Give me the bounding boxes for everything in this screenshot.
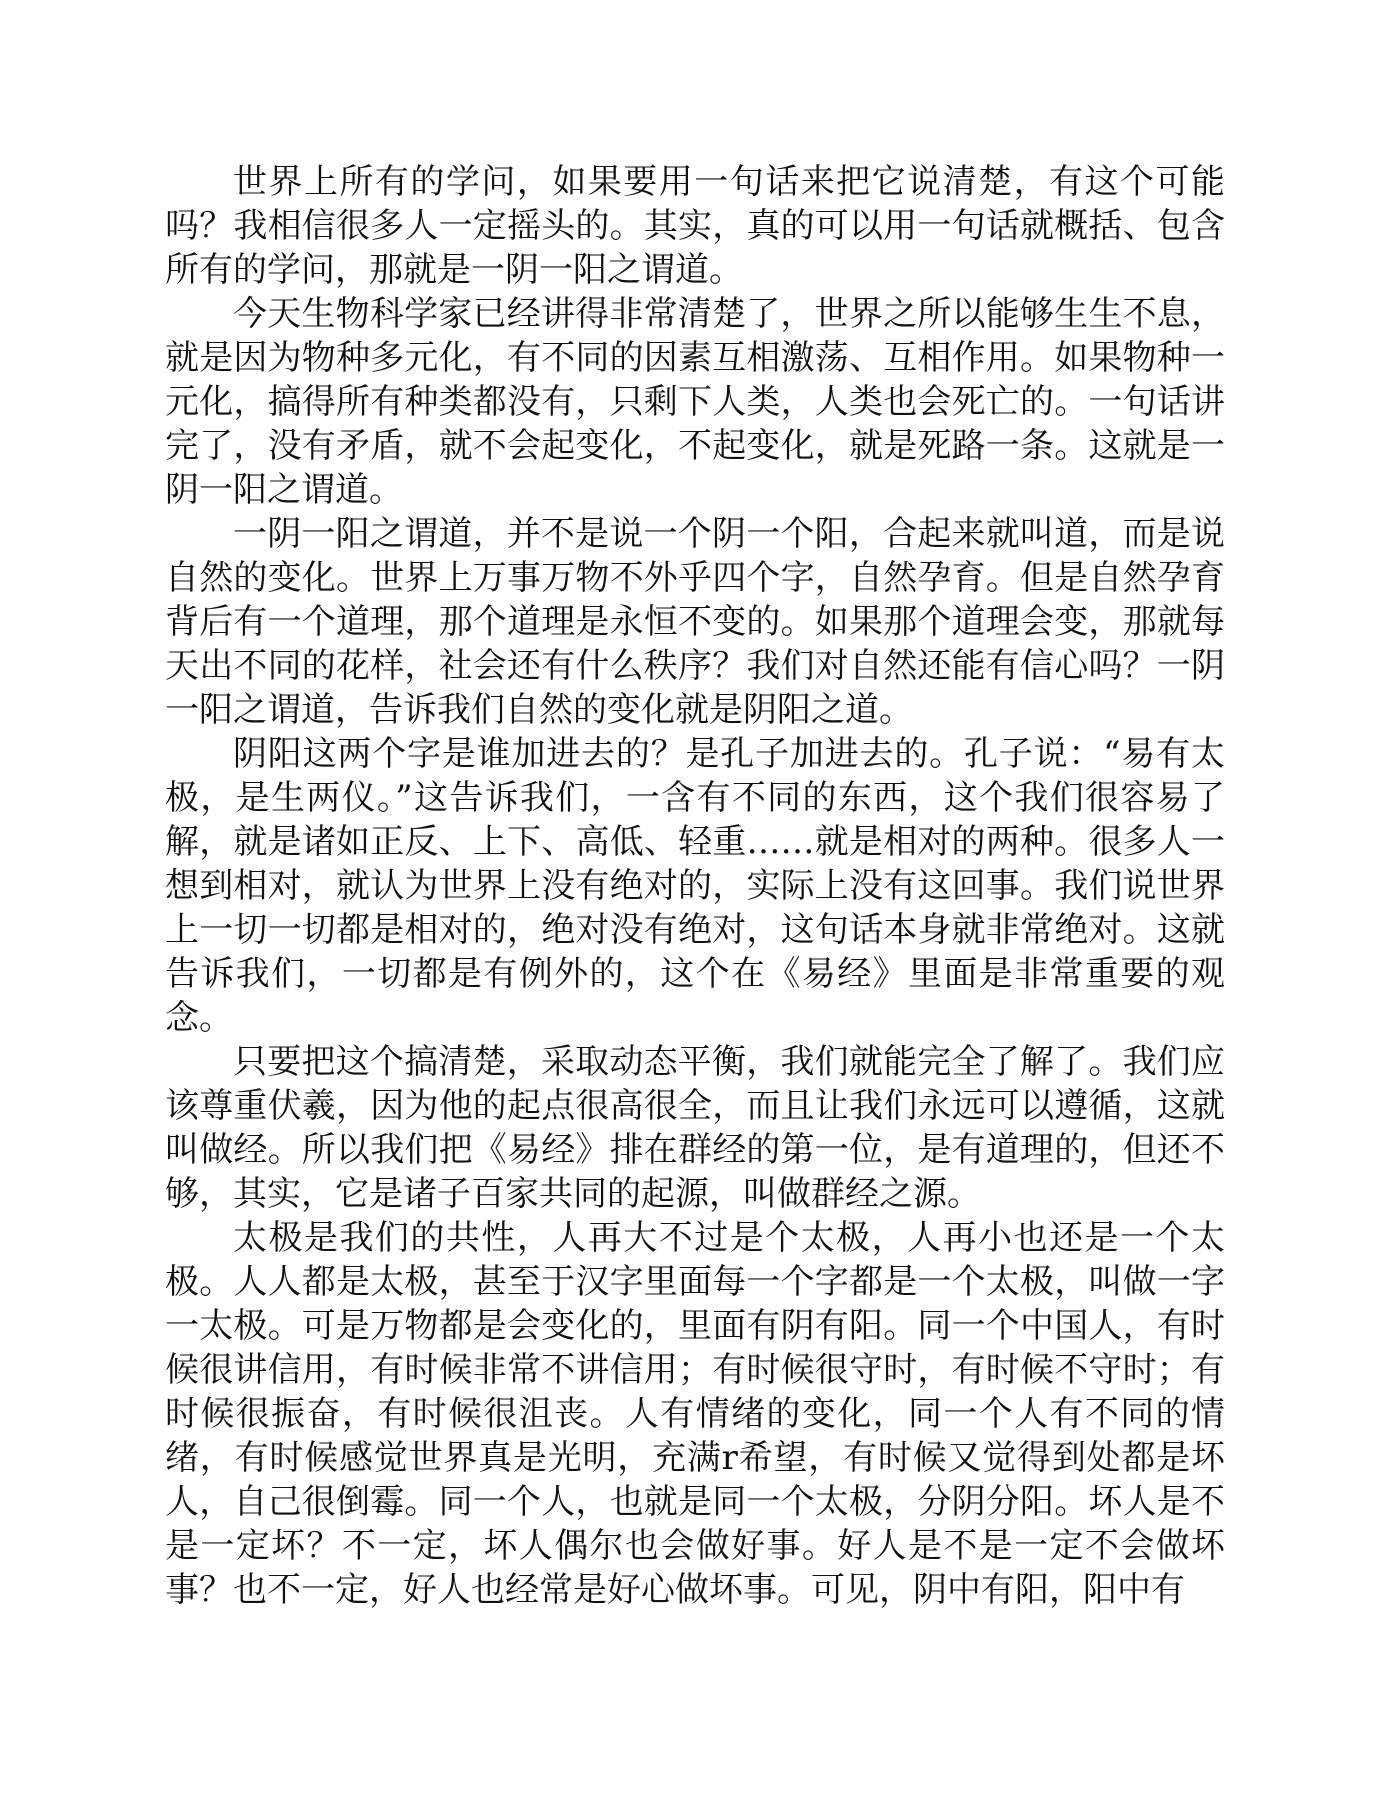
body-text: [165, 160, 1225, 1612]
paragraph-5: 只要把这个搞清楚，采取动态平衡，我们就能完全了解了。我们应该尊重伏羲，因为他的起点很高很全，而且让我们永远可以遵循，这就叫做经。所以我们把《易经》排在群经的第一位，是有道理的，但还不够，其实，它是诸子百家共同的起源，叫做群经之源。: [165, 1042, 1225, 1214]
paragraph-4: 阴阳这两个字是谁加进去的？是孔子加进去的。孔子说：“易有太极，是生两仪。”这告诉我们，一含有不同的东西，这个我们很容易了解，就是诸如正反、上下、高低、轻重……就是相对的两种。很多人一想到相对，就认为世界上没有绝对的，实际上没有这回事。我们说世界上一切一切都是相对的，绝对没有绝对，这句话本身就非常绝对。这就告诉我们，一切都是有例外的，这个在《易经》里面是非常重要的观念。: [165, 734, 1225, 1038]
paragraph-2: 今天生物科学家已经讲得非常清楚了，世界之所以能够生生不息，就是因为物种多元化，有不同的因素互相激荡、互相作用。如果物种一元化，搞得所有种类都没有，只剩下人类，人类也会死亡的。一句话讲完了，没有矛盾，就不会起变化，不起变化，就是死路一条。这就是一阴一阳之谓道。: [165, 294, 1225, 510]
paragraph-1: 世界上所有的学问，如果要用一句话来把它说清楚，有这个可能吗？我相信很多人一定摇头的。其实，真的可以用一句话就概括、包含所有的学问，那就是一阴一阳之谓道。: [165, 162, 1225, 290]
paragraph-6: 太极是我们的共性，人再大不过是个太极，人再小也还是一个太极。人人都是太极，甚至于汉字里面每一个字都是一个太极，叫做一字一太极。可是万物都是会变化的，里面有阴有阳。同一个中国人，有时候很讲信用，有时候非常不讲信用；有时候很守时，有时候不守时；有时候很振奋，有时候很沮丧。人有情绪的变化，同一个人有不同的情绪，有时候感觉世界真是光明，充满r希望，有时候又觉得到处都是坏人，自己很倒霉。同一个人，也就是同一个太极，分阴分阳。坏人是不是一定坏？不一定，坏人偶尔也会做好事。好人是不是一定不会做坏事？也不一定，好人也经常是好心做坏事。可见，阴中有阳，阳中有: [165, 1218, 1225, 1610]
paragraph-3: 一阴一阳之谓道，并不是说一个阴一个阳，合起来就叫道，而是说自然的变化。世界上万事万物不外乎四个字，自然孕育。但是自然孕育背后有一个道理，那个道理是永恒不变的。如果那个道理会变，那就每天出不同的花样，社会还有什么秩序？我们对自然还能有信心吗？一阴一阳之谓道，告诉我们自然的变化就是阴阳之道。: [165, 514, 1225, 730]
